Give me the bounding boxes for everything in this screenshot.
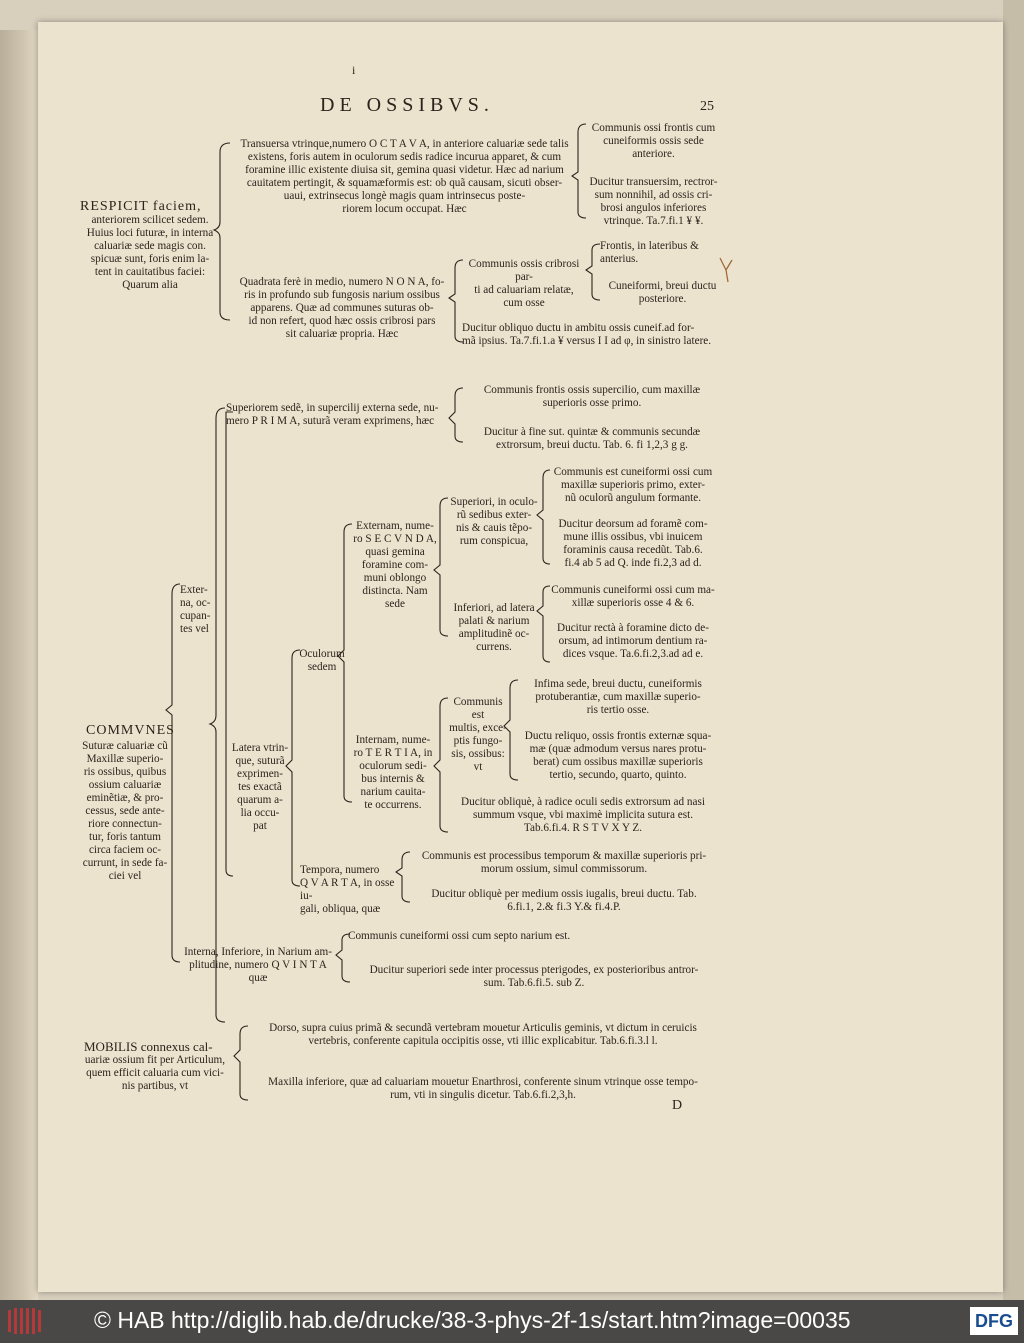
interna-text: Interna, Inferiore, in Narium am- plitudine, numero Q V I N T A quæ [184, 946, 332, 984]
folio-mark: i [352, 63, 356, 77]
inferiori-ducitur: Ducitur rectà à foramine dicto de- orsum, ad intimorum dentium ra- dices vsque. Ta.6.fi.2,3.ad ad e. [557, 622, 709, 660]
tempora-text: Tempora, numero Q V A R T A, in osse iu- gali, obliqua, quæ [300, 864, 395, 915]
quadrata-text: Quadrata ferè in medio, numero N O N A, fo- ris in profundo sub fungosis narium ossibus apparens. Quæ ad communes suturas ob- id non refert, quod hæc ossis cribrosi pars sit caluariæ propria. Hæc [239, 276, 445, 340]
ductu-reliquo-text: Ductu reliquo, ossis frontis externæ squa- mæ (quæ admodum versus nares protu- berat) cum ossibus maxillæ superioris tertio, secundo, quarto, quinto. [524, 730, 712, 781]
frontis-text: Frontis, in lateribus & anterius. [600, 240, 699, 265]
transuersa-ducitur: Ducitur transuersim, rectror- sum nonnihil, ad ossis cri- brosi angulos inferiores vtrinque. Ta.7.fi.1 ¥ ¥. [589, 176, 718, 227]
mobilis-heading: MOBILIS connexus cal- [84, 1039, 213, 1054]
internam-text: Internam, nume- ro T E R T I A, in oculorum sedi- bus internis & narium cauita- te occurrens. [353, 734, 433, 811]
signature-mark: D [672, 1098, 683, 1113]
transuersa-communis: Communis ossi frontis cum cuneiformis ossis sede anteriore. [591, 122, 716, 160]
superiorem-ducitur: Ducitur à fine sut. quintæ & communis secundæ extrorsum, breui ductu. Tab. 6. fi 1,2,3 g g. [483, 426, 701, 451]
page-title: DE OSSIBVS. [320, 94, 494, 116]
quadrata-ducitur: Ducitur obliquo ductu in ambitu ossis cuneif.ad for- mã ipsius. Ta.7.fi.1.a ¥ versus I I ad φ, in sinistro latere. [462, 322, 712, 347]
footer-copyright-link[interactable]: © HAB http://diglib.hab.de/drucke/38-3-phys-2f-1s/start.htm?image=00035 [94, 1307, 851, 1333]
cuneiformi-text: Cuneiformi, breui ductu posteriore. [608, 280, 717, 305]
interna-communis: Communis cuneiformi ossi cum septo narium est. [348, 930, 571, 942]
respicit-heading: RESPICIT faciem, [80, 199, 202, 214]
internam-ducitur: Ducitur obliquè, à radice oculi sedis extrorsum ad nasi summum vsque, vbi maximè implicita sutura est. Tab.6.fi.4. R S T V X Y Z. [461, 796, 705, 834]
hab-logo-icon [6, 1306, 46, 1336]
oculorum-text: Oculorum sedem [299, 648, 345, 673]
externam-text: Externam, nume- ro S E C V N D A, quasi gemina foramine com- muni oblongo distincta. Nam sede [353, 520, 437, 610]
dorso-text: Dorso, supra cuius primã & secundã vertebram mouetur Articulis geminis, vt dictum in ceruicis vertebris, conferente capitula occipitis osse, vti illic explicabitur. Tab.6.fi.3.l l. [269, 1022, 697, 1047]
tempora-ducitur: Ducitur obliquè per medium ossis iugalis, breui ductu. Tab. 6.fi.1, 2.& fi.3 Y.& fi.4.P. [431, 888, 697, 913]
infima-text: Infima sede, breui ductu, cuneiformis protuberantiæ, cum maxillæ superio- ris tertio osse. [534, 678, 702, 716]
communes-heading: COMMVNES [86, 723, 175, 738]
mobilis-text: uariæ ossium fit per Articulum, quem efficit caluaria cum vici- nis partibus, vt [84, 1054, 226, 1092]
tempora-communis: Communis est processibus temporum & maxillæ superioris pri- morum ossium, simul commissorum. [421, 850, 707, 875]
externa-text: Exter- na, oc- cupan- tes vel [180, 584, 211, 635]
respicit-text: anteriorem scilicet sedem. Huius loci futuræ, in interna caluariæ sede magis con. spicuæ sunt, foris enim la- tent in cauitatibus faciei: Quarum alia [86, 214, 214, 291]
transuersa-text: Transuersa vtrinque,numero O C T A V A, in anteriore caluariæ sede talis existens, foris autem in oculorum sedis radice incurua apparet, & cum foramine illic existente diuisa sit, gemina quasi videtur. Hæc ad narium cauitatem pertingit, & squamæformis est: ob quã causam, sicuti obser- uaui, extrinsecus longè magis quam intrinsecus poste- riorem locum occupat. Hæc [240, 138, 569, 215]
page-number: 25 [700, 99, 714, 114]
latera-text: Latera vtrin- que, suturã exprimen- tes exactã quarum a- lia occu- pat [231, 742, 289, 832]
inferiori-communis: Communis cuneiformi ossi cum ma- xillæ superioris osse 4 & 6. [551, 584, 715, 609]
superiori-ducitur: Ducitur deorsum ad foramẽ com- mune illis ossibus, vbi inuicem foraminis causa recedũt. Tab.6. fi.4 ab 5 ad Q. inde fi.2,3 ad d. [558, 518, 708, 569]
interna-ducitur: Ducitur superiori sede inter processus pterigodes, ex posterioribus antror- sum. Tab.6.fi.5. sub Z. [369, 964, 699, 989]
communes-text: Suturæ caluariæ cũ Maxillæ superio- ris ossibus, quibus ossium caluariæ eminẽtiæ, & pro- cessus, sede ante- riore connectun- tur, foris tantum circa faciem oc- currunt, in sede fa- ciei vel [82, 740, 168, 882]
superiorem-communis: Communis frontis ossis supercilio, cum maxillæ superioris osse primo. [483, 384, 701, 409]
dfg-badge: DFG [970, 1307, 1018, 1335]
quadrata-communis: Communis ossis cribrosi par- ti ad caluariam relatæ, cum osse [468, 258, 580, 309]
maxilla-text: Maxilla inferiore, quæ ad caluariam mouetur Enarthrosi, conferente sinum vtrinque osse tempo- rum, vti in singulis dicetur. Tab.6.fi.2,3,h. [268, 1076, 698, 1101]
superiorem-text: Superiorem sedẽ, in supercilij externa sede, nu- mero P R I M A, suturã veram exprimens, hæc [226, 402, 439, 427]
superiori-text: Superiori, in oculo- rũ sedibus exter- nis & cauis tẽpo- rum conspicua, [450, 496, 538, 547]
inferiori-text: Inferiori, ad latera palati & narium amplitudinẽ oc- currens. [453, 602, 535, 653]
internam-communis: Communis est multis, exce- ptis fungo- sis, ossibus: vt [449, 696, 507, 773]
superiori-communis: Communis est cuneiformi ossi cum maxillæ superioris primo, exter- nũ oculorũ angulum formante. [553, 466, 713, 504]
